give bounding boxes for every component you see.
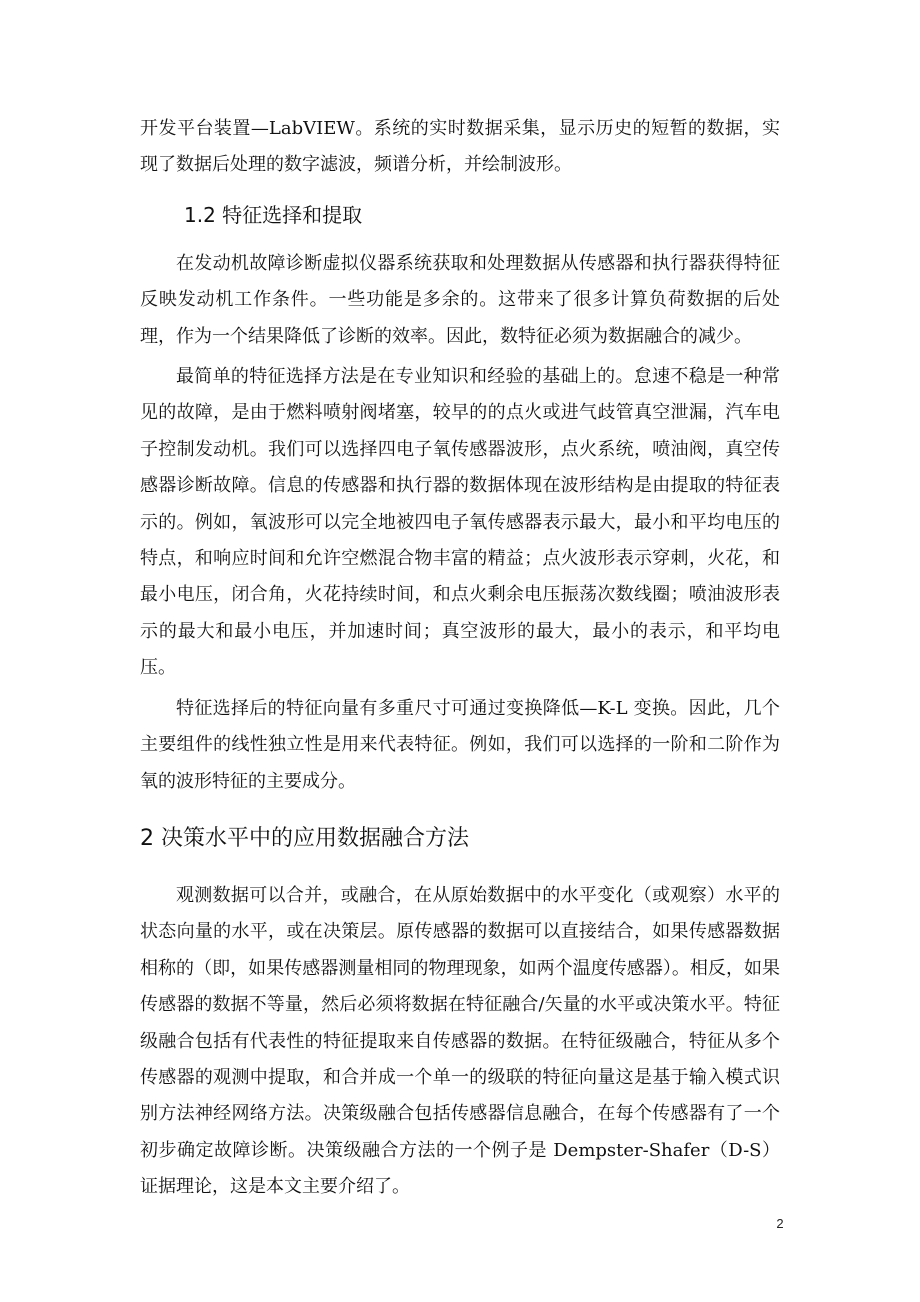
page-body [140,111,780,1206]
paragraph-feature-intro: 在发动机故障诊断虚拟仪器系统获取和处理数据从传感器和执行器获得特征反映发动机工作条件。一些功能是多余的。这带来了很多计算负荷数据的后处理，作为一个结果降低了诊断的效率。因此，数特征必须为数据融合的减少。 [140,252,780,347]
paragraph-decision-fusion: 观测数据可以合并，或融合，在从原始数据中的水平变化（或观察）水平的状态向量的水平，或在决策层。原传感器的数据可以直接结合，如果传感器数据相称的（即，如果传感器测量相同的物理现象，如两个温度传感器）。相反，如果传感器的数据不等量，然后必须将数据在特征融合/矢量的水平或决策水平。特征级融合包括有代表性的特征提取来自传感器的数据。在特征级融合，特征从多个传感器的观测中提取，和合并成一个单一的级联的特征向量这是基于输入模式识别方法神经网络方法。决策级融合包括传感器信息融合，在每个传感器有了一个初步确定故障诊断。决策级融合方法的一个例子是 Dempster-Shafer（D-S）证据理论，这是本文主要介绍了。 [140,884,780,1198]
page-number: 2 [776,1216,784,1231]
section-heading-1-2: 1.2 特征选择和提取 [184,202,363,227]
paragraph-kl-transform: 特征选择后的特征向量有多重尺寸可通过变换降低—K-L 变换。因此，几个主要组件的线性独立性是用来代表特征。例如，我们可以选择的一阶和二阶作为氧的波形特征的主要成分。 [140,697,780,792]
section-heading-2: 2 决策水平中的应用数据融合方法 [140,825,469,851]
paragraph-continued: 开发平台装置—LabVIEW。系统的实时数据采集，显示历史的短暂的数据，实现了数据后处理的数字滤波，频谱分析，并绘制波形。 [140,118,780,176]
paragraph-feature-selection: 最简单的特征选择方法是在专业知识和经验的基础上的。怠速不稳是一种常见的故障，是由于燃料喷射阀堵塞，较早的的点火或进气歧管真空泄漏，汽车电子控制发动机。我们可以选择四电子氧传感器波形，点火系统，喷油阀，真空传感器诊断故障。信息的传感器和执行器的数据体现在波形结构是由提取的特征表示的。例如，氧波形可以完全地被四电子氧传感器表示最大，最小和平均电压的特点，和响应时间和允许空燃混合物丰富的精益；点火波形表示穿刺，火花，和最小电压，闭合角，火花持续时间，和点火剩余电压振荡次数线圈；喷油波形表示的最大和最小电压，并加速时间；真空波形的最大，最小的表示，和平均电压。 [140,366,780,679]
